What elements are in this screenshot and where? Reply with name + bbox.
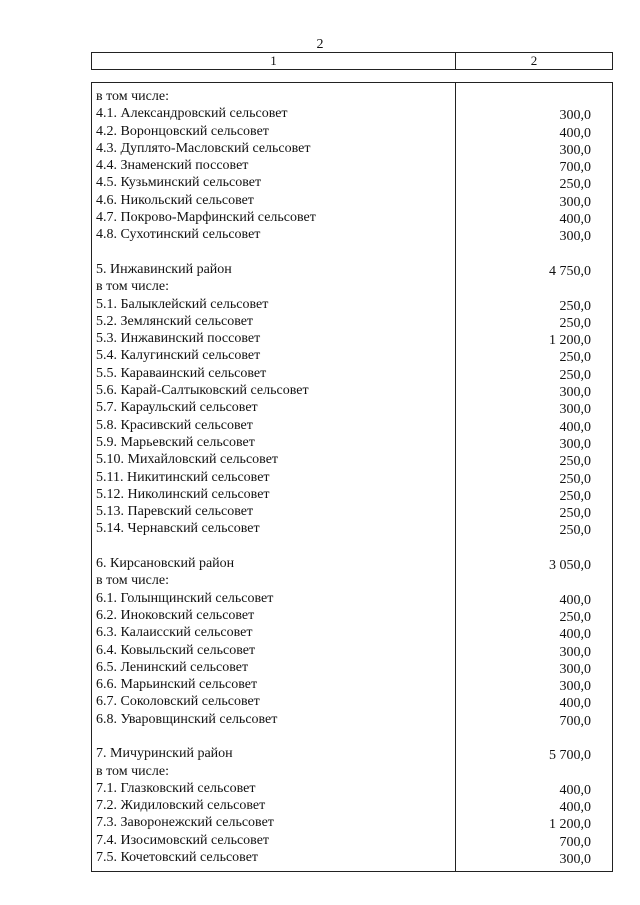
row-value: 300,0 <box>559 679 591 695</box>
table-row <box>96 486 606 503</box>
row-value: 400,0 <box>559 419 591 435</box>
row-value: 300,0 <box>559 852 591 868</box>
row-name: 6.7. Соколовский сельсовет <box>96 694 260 710</box>
row-name: 4.4. Знаменский поссовет <box>96 158 249 174</box>
row-value: 700,0 <box>559 713 591 729</box>
row-value: 250,0 <box>559 298 591 314</box>
row-name: 4.2. Воронцовский сельсовет <box>96 123 269 139</box>
row-name: в том числе: <box>96 89 169 104</box>
row-value: 3 050,0 <box>549 558 591 574</box>
row-name: 5. Инжавинский район <box>96 261 232 277</box>
row-name: в том числе: <box>96 279 169 295</box>
table-row <box>96 624 606 641</box>
table-row <box>96 607 606 624</box>
table-row <box>96 469 606 486</box>
table-row <box>96 209 606 226</box>
row-value <box>496 278 591 295</box>
table-row <box>96 849 606 866</box>
row-name: 5.9. Марьевский сельсовет <box>96 434 255 450</box>
table-row <box>96 659 606 676</box>
row-value <box>496 572 591 589</box>
row-value: 250,0 <box>559 609 591 625</box>
column-header-1: 1 <box>92 53 456 69</box>
row-name: 5.4. Калугинский сельсовет <box>96 348 261 364</box>
row-value: 250,0 <box>559 506 591 522</box>
table-row <box>96 642 606 659</box>
row-name <box>96 538 496 555</box>
row-value: 300,0 <box>559 385 591 401</box>
row-value: 700,0 <box>559 160 591 176</box>
table-row <box>96 105 606 122</box>
row-value: 400,0 <box>559 592 591 608</box>
table-row <box>96 763 606 780</box>
table-row <box>96 780 606 797</box>
table-row <box>96 365 606 382</box>
row-value: 250,0 <box>559 454 591 470</box>
table-row <box>96 434 606 451</box>
row-name: 4.3. Дуплято-Масловский сельсовет <box>96 140 311 156</box>
table-row <box>96 676 606 693</box>
row-value: 300,0 <box>559 194 591 210</box>
row-value: 1 200,0 <box>549 333 591 349</box>
row-value: 700,0 <box>559 834 591 850</box>
row-name: 7.4. Изосимовский сельсовет <box>96 832 270 848</box>
table-row <box>96 832 606 849</box>
table-row <box>96 244 606 261</box>
row-value: 300,0 <box>559 108 591 124</box>
table-row <box>96 711 606 728</box>
row-value: 300,0 <box>559 229 591 245</box>
row-value: 250,0 <box>559 350 591 366</box>
row-value: 300,0 <box>559 142 591 158</box>
row-name: в том числе: <box>96 763 169 779</box>
row-value: 400,0 <box>559 125 591 141</box>
row-value <box>496 244 591 261</box>
table-row <box>96 123 606 140</box>
table-row <box>96 417 606 434</box>
row-value: 5 700,0 <box>549 748 591 764</box>
row-value: 250,0 <box>559 488 591 504</box>
table-row <box>96 261 606 278</box>
row-value: 300,0 <box>559 402 591 418</box>
row-name <box>96 728 496 745</box>
row-value: 250,0 <box>559 315 591 331</box>
row-value: 250,0 <box>559 471 591 487</box>
row-name: в том числе: <box>96 573 169 589</box>
row-name: 5.10. Михайловский сельсовет <box>96 452 279 468</box>
table-row <box>96 313 606 330</box>
row-value <box>496 728 591 745</box>
table-row <box>96 399 606 416</box>
table-body <box>96 88 606 866</box>
row-name: 5.1. Балыклейский сельсовет <box>96 296 269 312</box>
row-name: 5.6. Карай-Салтыковский сельсовет <box>96 383 309 399</box>
table-row <box>96 330 606 347</box>
row-value <box>496 763 591 780</box>
row-name: 5.12. Николинский сельсовет <box>96 486 270 502</box>
row-name: 6.3. Калаисский сельсовет <box>96 625 253 641</box>
row-name: 4.8. Сухотинский сельсовет <box>96 227 261 243</box>
row-name: 5.5. Караваинский сельсовет <box>96 365 267 381</box>
row-name: 6.4. Ковыльский сельсовет <box>96 642 256 658</box>
row-value: 300,0 <box>559 644 591 660</box>
table-row <box>96 520 606 537</box>
row-name: 7.1. Глазковский сельсовет <box>96 780 256 796</box>
table-row <box>96 555 606 572</box>
row-name: 7.2. Жидиловский сельсовет <box>96 798 266 814</box>
row-name: 6. Кирсановский район <box>96 556 235 572</box>
row-name: 5.13. Паревский сельсовет <box>96 504 254 520</box>
table-row <box>96 88 606 105</box>
row-value: 300,0 <box>559 661 591 677</box>
table-row <box>96 572 606 589</box>
row-value: 400,0 <box>559 627 591 643</box>
row-value: 4 750,0 <box>549 263 591 279</box>
row-name: 7.3. Заворонежский сельсовет <box>96 815 274 831</box>
row-value: 250,0 <box>559 367 591 383</box>
row-name: 4.7. Покрово-Марфинский сельсовет <box>96 210 316 226</box>
table-row <box>96 728 606 745</box>
table-row <box>96 797 606 814</box>
row-value: 250,0 <box>559 177 591 193</box>
row-name: 5.14. Чернавский сельсовет <box>96 521 260 537</box>
table-row <box>96 814 606 831</box>
table-row <box>96 503 606 520</box>
table-row <box>96 693 606 710</box>
table-row <box>96 157 606 174</box>
column-header-2: 2 <box>530 53 538 68</box>
table-row <box>96 278 606 295</box>
row-name: 5.8. Красивский сельсовет <box>96 417 253 433</box>
row-name: 6.6. Марьинский сельсовет <box>96 677 258 693</box>
row-value <box>496 538 591 555</box>
row-name: 6.1. Голынщинский сельсовет <box>96 590 274 606</box>
table-row <box>96 296 606 313</box>
table-row <box>96 590 606 607</box>
row-value: 400,0 <box>559 212 591 228</box>
table-row <box>96 382 606 399</box>
row-name: 4.6. Никольский сельсовет <box>96 192 254 208</box>
table-row <box>96 140 606 157</box>
row-name: 5.11. Никитинский сельсовет <box>96 469 270 485</box>
table-row <box>96 192 606 209</box>
row-name: 5.2. Землянский сельсовет <box>96 313 254 329</box>
row-name: 6.8. Уваровщинский сельсовет <box>96 711 278 727</box>
page-number: 2 <box>316 37 324 52</box>
row-name: 5.3. Инжавинский поссовет <box>96 331 261 347</box>
table-row <box>96 745 606 762</box>
row-value: 400,0 <box>559 696 591 712</box>
row-name: 7.5. Кочетовский сельсовет <box>96 850 259 866</box>
row-name: 6.5. Ленинский сельсовет <box>96 659 249 675</box>
row-name <box>96 244 496 261</box>
row-name: 4.5. Кузьминский сельсовет <box>96 175 262 191</box>
table-row <box>96 451 606 468</box>
row-name: 4.1. Александровский сельсовет <box>96 106 288 122</box>
table-row <box>96 347 606 364</box>
row-name: 7. Мичуринский район <box>96 746 233 762</box>
row-name: 5.7. Караульский сельсовет <box>96 400 258 416</box>
table-row <box>96 538 606 555</box>
row-value: 400,0 <box>559 800 591 816</box>
row-value: 250,0 <box>559 523 591 539</box>
row-value: 300,0 <box>559 436 591 452</box>
row-value <box>496 88 591 105</box>
column-header-table <box>91 52 613 70</box>
table-row <box>96 226 606 243</box>
table-row <box>96 174 606 191</box>
row-name: 6.2. Иноковский сельсовет <box>96 607 255 623</box>
row-value: 400,0 <box>559 782 591 798</box>
row-value: 1 200,0 <box>549 817 591 833</box>
